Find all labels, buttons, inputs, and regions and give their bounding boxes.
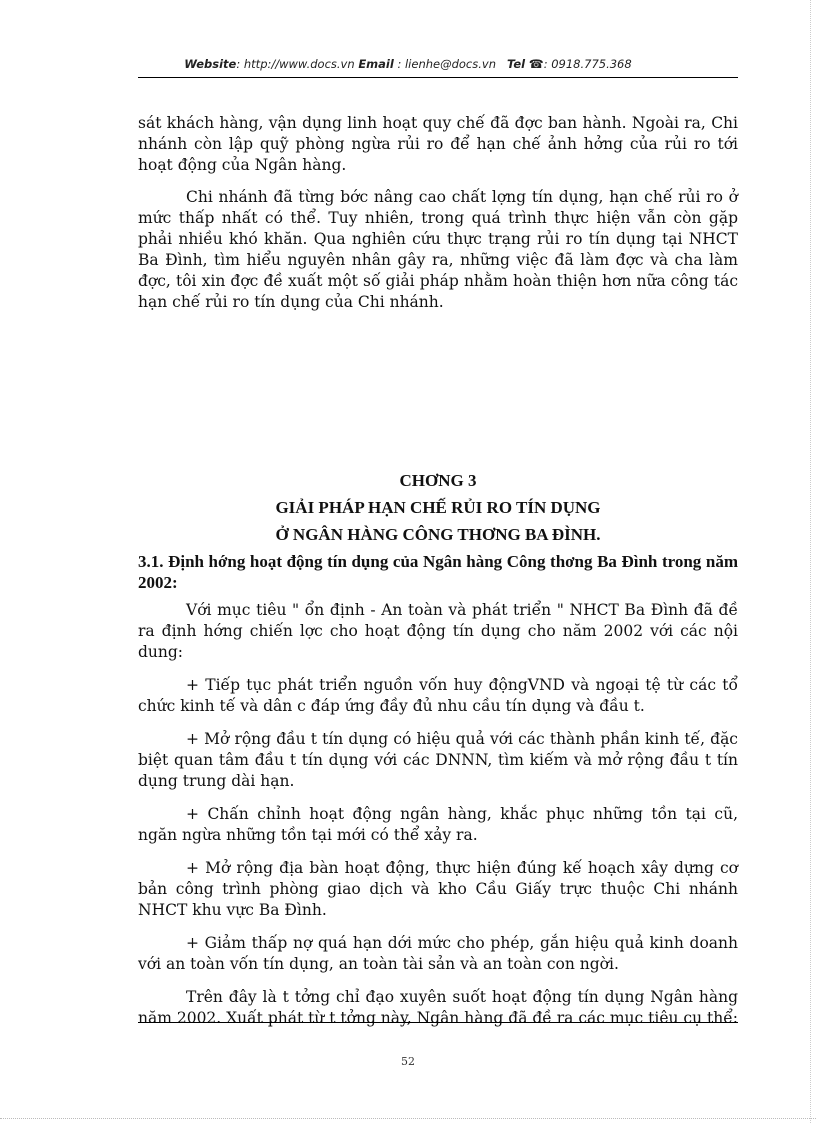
chapter-number: CHƠNG 3	[399, 471, 477, 490]
telephone-icon: ☎	[528, 57, 544, 71]
content-paragraph-2: Trên đây là t tởng chỉ đạo xuyên suốt hoạt động tín dụng Ngân hàng năm 2002. Xuất phát từ t tởng này, Ngân hàng đã đề ra các mục tiêu cụ thể:	[138, 988, 738, 1027]
website-value: : http://www.docs.vn	[236, 57, 355, 71]
bullet-item-1: + Tiếp tục phát triển nguồn vốn huy độngVND và ngoại tệ từ các tổ chức kinh tế và dân c đáp ứng đầy đủ nhu cầu tín dụng và đầu t.	[138, 676, 738, 715]
chapter-title-line-2: Ở NGÂN HÀNG CÔNG THƠNG BA ĐÌNH.	[275, 525, 601, 544]
content-paragraph-1: Với mục tiêu " ổn định - An toàn và phát triển " NHCT Ba Đình đã đề ra định hớng chiến lợc cho hoạt động tín dụng cho năm 2002 với các nội dung:	[138, 601, 738, 661]
tel-value: : 0918.775.368	[543, 57, 632, 71]
email-label: Email	[358, 57, 394, 71]
bullet-item-2: + Mở rộng đầu t tín dụng có hiệu quả với các thành phần kinh tế, đặc biệt quan tâm đầu t tín dụng với các DNNN, tìm kiếm và mở rộng đầu t tín dụng trung dài hạn.	[138, 730, 738, 790]
page-header	[0, 57, 816, 71]
chapter-heading	[138, 467, 738, 548]
chapter-title-line-1: GIẢI PHÁP HẠN CHẾ RỦI RO TÍN DỤNG	[275, 498, 601, 517]
page-edge-right	[810, 0, 811, 1123]
intro-text	[138, 113, 738, 324]
bullet-item-4: + Mở rộng địa bàn hoạt động, thực hiện đúng kế hoạch xây dựng cơ bản công trình phòng giao dịch và kho Cầu Giấy trực thuộc Chi nhánh NHCT khu vực Ba Đình.	[138, 859, 738, 919]
website-label: Website	[184, 57, 237, 71]
intro-paragraph-2: Chi nhánh đã từng bớc nâng cao chất lợng tín dụng, hạn chế rủi ro ở mức thấp nhất có thể. Tuy nhiên, trong quá trình thực hiện vẫn còn gặp phải nhiều khó khăn. Qua nghiên cứu thực trạng rủi ro tín dụng tại NHCT Ba Đình, tìm hiểu nguyên nhân gây ra, những việc đã làm đợc và cha làm đợc, tôi xin đợc đề xuất một số giải pháp nhằm hoàn thiện hơn nữa công tác hạn chế rủi ro tín dụng của Chi nhánh.	[138, 188, 738, 311]
section-content	[138, 600, 738, 1041]
header-rule	[138, 77, 738, 78]
bullet-item-5: + Giảm thấp nợ quá hạn dới mức cho phép, gắn hiệu quả kinh doanh với an toàn vốn tín dụng, an toàn tài sản và an toàn con ngời.	[138, 934, 738, 973]
section-heading: 3.1. Định hớng hoạt động tín dụng của Ngân hàng Công thơng Ba Đình trong năm 2002:	[138, 552, 738, 592]
bullet-item-3: + Chấn chỉnh hoạt động ngân hàng, khắc phục những tồn tại cũ, ngăn ngừa những tồn tại mới có thể xảy ra.	[138, 805, 738, 844]
page-number: 52	[401, 1055, 415, 1068]
email-value: : lienhe@docs.vn	[393, 57, 496, 71]
intro-paragraph-1: sát khách hàng, vận dụng linh hoạt quy chế đã đợc ban hành. Ngoài ra, Chi nhánh còn lập quỹ phòng ngừa rủi ro để hạn chế ảnh hởng của rủi ro tới hoạt động của Ngân hàng.	[138, 114, 738, 174]
page-edge-bottom	[0, 1118, 816, 1119]
tel-label: Tel	[506, 57, 526, 71]
footer-rule	[138, 1022, 738, 1023]
